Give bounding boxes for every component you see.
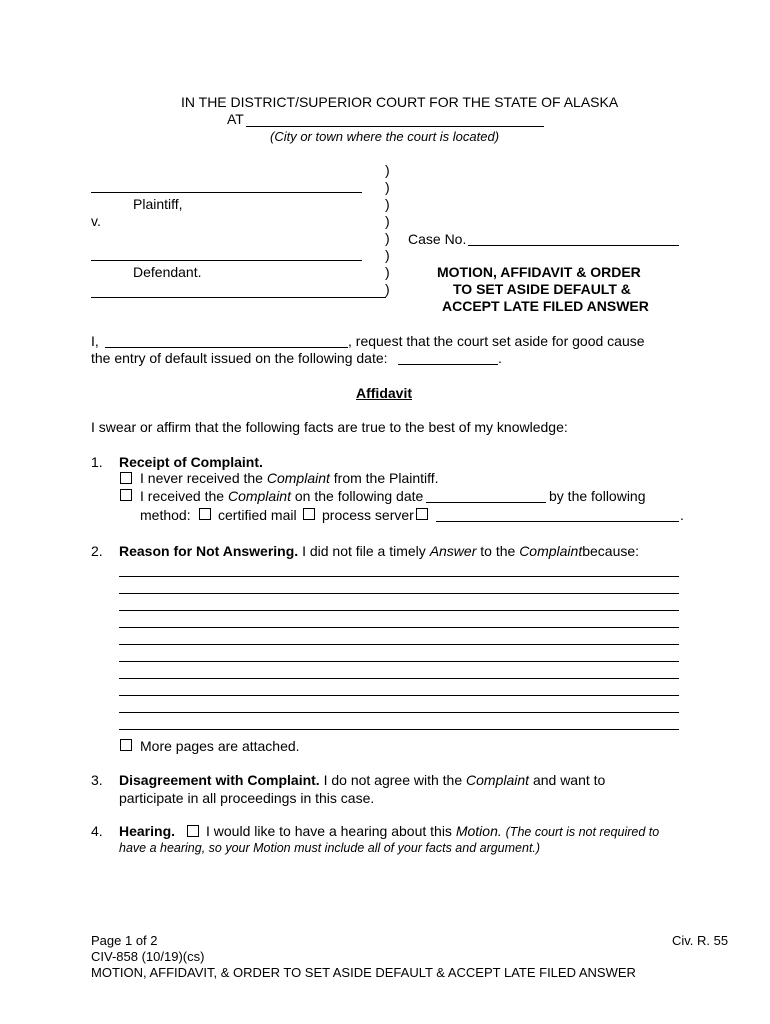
item2-text-post: because:: [582, 543, 640, 559]
item2-complaint: Complaint: [519, 543, 583, 559]
item2-text: [119, 543, 639, 560]
case-number-field[interactable]: [468, 245, 679, 246]
item1-opt2-post: on the following date: [294, 488, 424, 504]
item2-heading: Reason for Not Answering.: [119, 543, 299, 559]
reason-line[interactable]: [119, 593, 679, 594]
at-label: AT: [227, 111, 244, 127]
form-title-line2: TO SET ASIDE DEFAULT &: [453, 281, 631, 297]
defendant-name-field[interactable]: [91, 260, 362, 261]
defendant-label: Defendant.: [133, 264, 202, 280]
received-on-date-checkbox[interactable]: [120, 489, 132, 501]
affidavit-heading: Affidavit: [356, 385, 412, 401]
certified-mail-checkbox[interactable]: [199, 508, 211, 520]
item1-heading: Receipt of Complaint.: [119, 454, 263, 470]
item3-complaint: Complaint: [466, 772, 530, 788]
item4-number: 4.: [91, 823, 103, 839]
reason-line[interactable]: [119, 576, 679, 577]
movant-name-field[interactable]: [105, 347, 348, 348]
item4-text-pre: I would like to have a hearing about this: [206, 823, 452, 839]
more-pages-label: More pages are attached.: [140, 738, 300, 754]
item3-heading: Disagreement with Complaint.: [119, 772, 320, 788]
reason-line[interactable]: [119, 729, 679, 730]
reason-line[interactable]: [119, 678, 679, 679]
item2-answer: Answer: [429, 543, 477, 559]
caption-paren: ): [385, 247, 390, 263]
certified-mail-label: certified mail: [218, 507, 297, 523]
caption-paren: ): [385, 162, 390, 178]
versus-label: v.: [91, 213, 101, 229]
reason-line[interactable]: [119, 695, 679, 696]
item4-heading: Hearing.: [119, 823, 176, 839]
reason-line[interactable]: [119, 712, 679, 713]
hearing-checkbox[interactable]: [187, 825, 199, 837]
plaintiff-label: Plaintiff,: [133, 196, 183, 212]
item4-motion: Motion.: [455, 823, 502, 839]
caption-bottom-line: [91, 297, 386, 298]
item4-note-line2: have a hearing, so your Motion must include all of your facts and argument.): [119, 841, 541, 855]
footer-form-id: CIV-858 (10/19)(cs): [91, 949, 205, 964]
intro-i-label: I,: [91, 333, 99, 349]
other-method-field[interactable]: [436, 521, 679, 522]
reason-line[interactable]: [119, 644, 679, 645]
item2-text-pre: I did not file a timely: [302, 543, 426, 559]
item3-text-pre: I do not agree with the: [323, 772, 463, 788]
caption-paren: ): [385, 196, 390, 212]
item1-opt2-complaint: Complaint: [227, 488, 291, 504]
form-title-line3: ACCEPT LATE FILED ANSWER: [442, 298, 649, 314]
item1-opt2-pre: I received the: [140, 488, 225, 504]
item1-option1: [140, 470, 439, 487]
item1-opt1-pre: I never received the: [140, 470, 263, 486]
form-title-line1: MOTION, AFFIDAVIT & ORDER: [437, 264, 641, 280]
item2-text-mid: to the: [480, 543, 516, 559]
swear-text: I swear or affirm that the following facts are true to the best of my knowledge:: [91, 419, 568, 435]
caption-paren: ): [385, 213, 390, 229]
item3-line2: participate in all proceedings in this case.: [119, 790, 375, 806]
item1-opt1-post: from the Plaintiff.: [333, 470, 439, 486]
item2-number: 2.: [91, 543, 103, 559]
item3-text-post: and want to: [532, 772, 606, 788]
plaintiff-name-field[interactable]: [91, 192, 362, 193]
intro-period: .: [498, 350, 502, 366]
item3-text: [119, 772, 605, 789]
court-location-field[interactable]: [246, 126, 544, 127]
process-server-checkbox[interactable]: [303, 508, 315, 520]
item3-number: 3.: [91, 772, 103, 788]
other-method-checkbox[interactable]: [416, 508, 428, 520]
item1-number: 1.: [91, 454, 103, 470]
caption-paren: ): [385, 264, 390, 280]
caption-paren: ): [385, 230, 390, 246]
process-server-label: process server: [322, 507, 414, 523]
item4-text: [206, 823, 659, 841]
city-hint: (City or town where the court is located): [270, 129, 500, 144]
never-received-checkbox[interactable]: [120, 472, 132, 484]
case-no-label: Case No.: [408, 231, 467, 247]
court-title: IN THE DISTRICT/SUPERIOR COURT FOR THE STATE OF ALASKA: [181, 94, 619, 110]
intro-request-text: , request that the court set aside for good cause: [348, 333, 645, 349]
more-pages-checkbox[interactable]: [120, 739, 132, 751]
caption-paren: ): [385, 179, 390, 195]
item1-opt1-complaint: Complaint: [266, 470, 330, 486]
item4-note-line1: (The court is not required to: [505, 825, 660, 839]
method-label: method:: [140, 507, 191, 523]
reason-line[interactable]: [119, 627, 679, 628]
footer-form-title: MOTION, AFFIDAVIT, & ORDER TO SET ASIDE DEFAULT & ACCEPT LATE FILED ANSWER: [91, 965, 636, 980]
footer-rule: Civ. R. 55: [672, 933, 729, 948]
received-date-field[interactable]: [426, 502, 546, 503]
caption-paren: ): [385, 281, 390, 297]
item1-period: .: [680, 507, 684, 523]
default-date-field[interactable]: [398, 364, 498, 365]
footer-page: Page 1 of 2: [91, 933, 158, 948]
intro-line2: the entry of default issued on the following date:: [91, 350, 388, 366]
item1-opt2-tail: by the following: [549, 488, 646, 504]
item1-option2: [140, 488, 423, 505]
reason-line[interactable]: [119, 610, 679, 611]
reason-line[interactable]: [119, 661, 679, 662]
